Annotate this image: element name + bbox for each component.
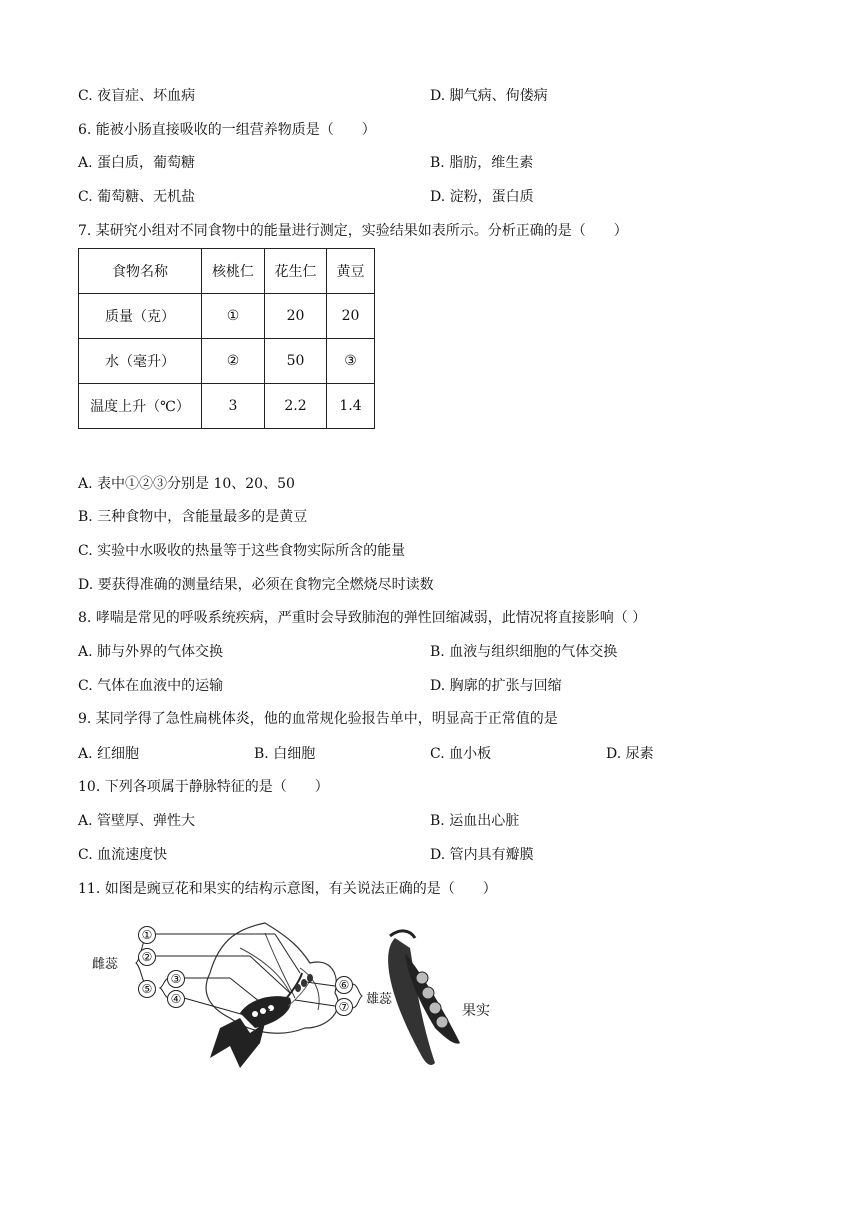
marker-6: ⑥ [335, 976, 353, 994]
table-cell: 3 [202, 384, 265, 429]
q10-stem: 10. 下列各项属于静脉特征的是（ ） [78, 779, 329, 795]
table-row [79, 339, 375, 384]
q11-stem: 11. 如图是豌豆花和果实的结构示意图，有关说法正确的是（ ） [78, 881, 497, 897]
marker-1: ① [138, 926, 156, 944]
table-header-cell: 花生仁 [265, 249, 327, 294]
q8-option-b: B. 血液与组织细胞的气体交换 [430, 644, 618, 660]
q6-option-c: C. 葡萄糖、无机盐 [78, 189, 196, 205]
table-cell: 水（毫升） [79, 339, 202, 384]
pea-flower-figure [90, 918, 510, 1073]
food-energy-table [78, 248, 375, 429]
q8-stem: 8. 哮喘是常见的呼吸系统疾病，严重时会导致肺泡的弹性回缩减弱，此情况将直接影响（ ） [78, 610, 647, 626]
table-header-cell: 黄豆 [327, 249, 375, 294]
table-cell: 20 [265, 294, 327, 339]
q9-option-c: C. 血小板 [430, 746, 492, 762]
q7-option-c: C. 实验中水吸收的热量等于这些食物实际所含的能量 [78, 543, 406, 559]
q6-option-b: B. 脂肪，维生素 [430, 155, 534, 171]
table-row [79, 294, 375, 339]
q9-option-a: A. 红细胞 [78, 746, 140, 762]
q7-stem: 7. 某研究小组对不同食物中的能量进行测定，实验结果如表所示。分析正确的是（ ） [78, 223, 628, 239]
marker-7: ⑦ [335, 998, 353, 1016]
fruit-label: 果实 [462, 1003, 490, 1019]
table-cell: 质量（克） [79, 294, 202, 339]
q9-option-d: D. 尿素 [606, 746, 654, 762]
table-row [79, 384, 375, 429]
marker-4: ④ [167, 990, 185, 1008]
q10-option-a: A. 管壁厚、弹性大 [78, 813, 196, 829]
q6-stem: 6. 能被小肠直接吸收的一组营养物质是（ ） [78, 122, 376, 138]
marker-2: ② [138, 948, 156, 966]
stamen-label: 雄蕊 [366, 992, 393, 1007]
q8-option-c: C. 气体在血液中的运输 [78, 678, 224, 694]
q9-option-b: B. 白细胞 [254, 746, 316, 762]
q7-option-b: B. 三种食物中，含能量最多的是黄豆 [78, 509, 308, 525]
table-cell: 1.4 [327, 384, 375, 429]
q6-option-d: D. 淀粉，蛋白质 [430, 189, 534, 205]
table-cell: 温度上升（℃） [79, 384, 202, 429]
q10-option-c: C. 血流速度快 [78, 847, 168, 863]
q6-option-a: A. 蛋白质，葡萄糖 [78, 155, 196, 171]
table-cell: 2.2 [265, 384, 327, 429]
q9-stem: 9. 某同学得了急性扁桃体炎，他的血常规化验报告单中，明显高于正常值的是 [78, 711, 558, 727]
table-cell: ② [202, 339, 265, 384]
pistil-label: 雌蕊 [92, 957, 119, 972]
q8-option-d: D. 胸廓的扩张与回缩 [430, 678, 562, 694]
q10-option-d: D. 管内具有瓣膜 [430, 847, 534, 863]
marker-5: ⑤ [138, 980, 156, 998]
q5-option-c: C. 夜盲症、坏血病 [78, 88, 196, 104]
q7-option-a: A. 表中①②③分别是 10、20、50 [78, 476, 295, 492]
marker-3: ③ [167, 970, 185, 988]
table-cell: 20 [327, 294, 375, 339]
table-cell: ① [202, 294, 265, 339]
table-header-row [79, 249, 375, 294]
table-cell: 50 [265, 339, 327, 384]
table-header-cell: 核桃仁 [202, 249, 265, 294]
q5-option-d: D. 脚气病、佝偻病 [430, 88, 548, 104]
table-header-cell: 食物名称 [79, 249, 202, 294]
q8-option-a: A. 肺与外界的气体交换 [78, 644, 224, 660]
q7-option-d: D. 要获得准确的测量结果，必须在食物完全燃烧尽时读数 [78, 577, 434, 593]
table-cell: ③ [327, 339, 375, 384]
q10-option-b: B. 运血出心脏 [430, 813, 520, 829]
